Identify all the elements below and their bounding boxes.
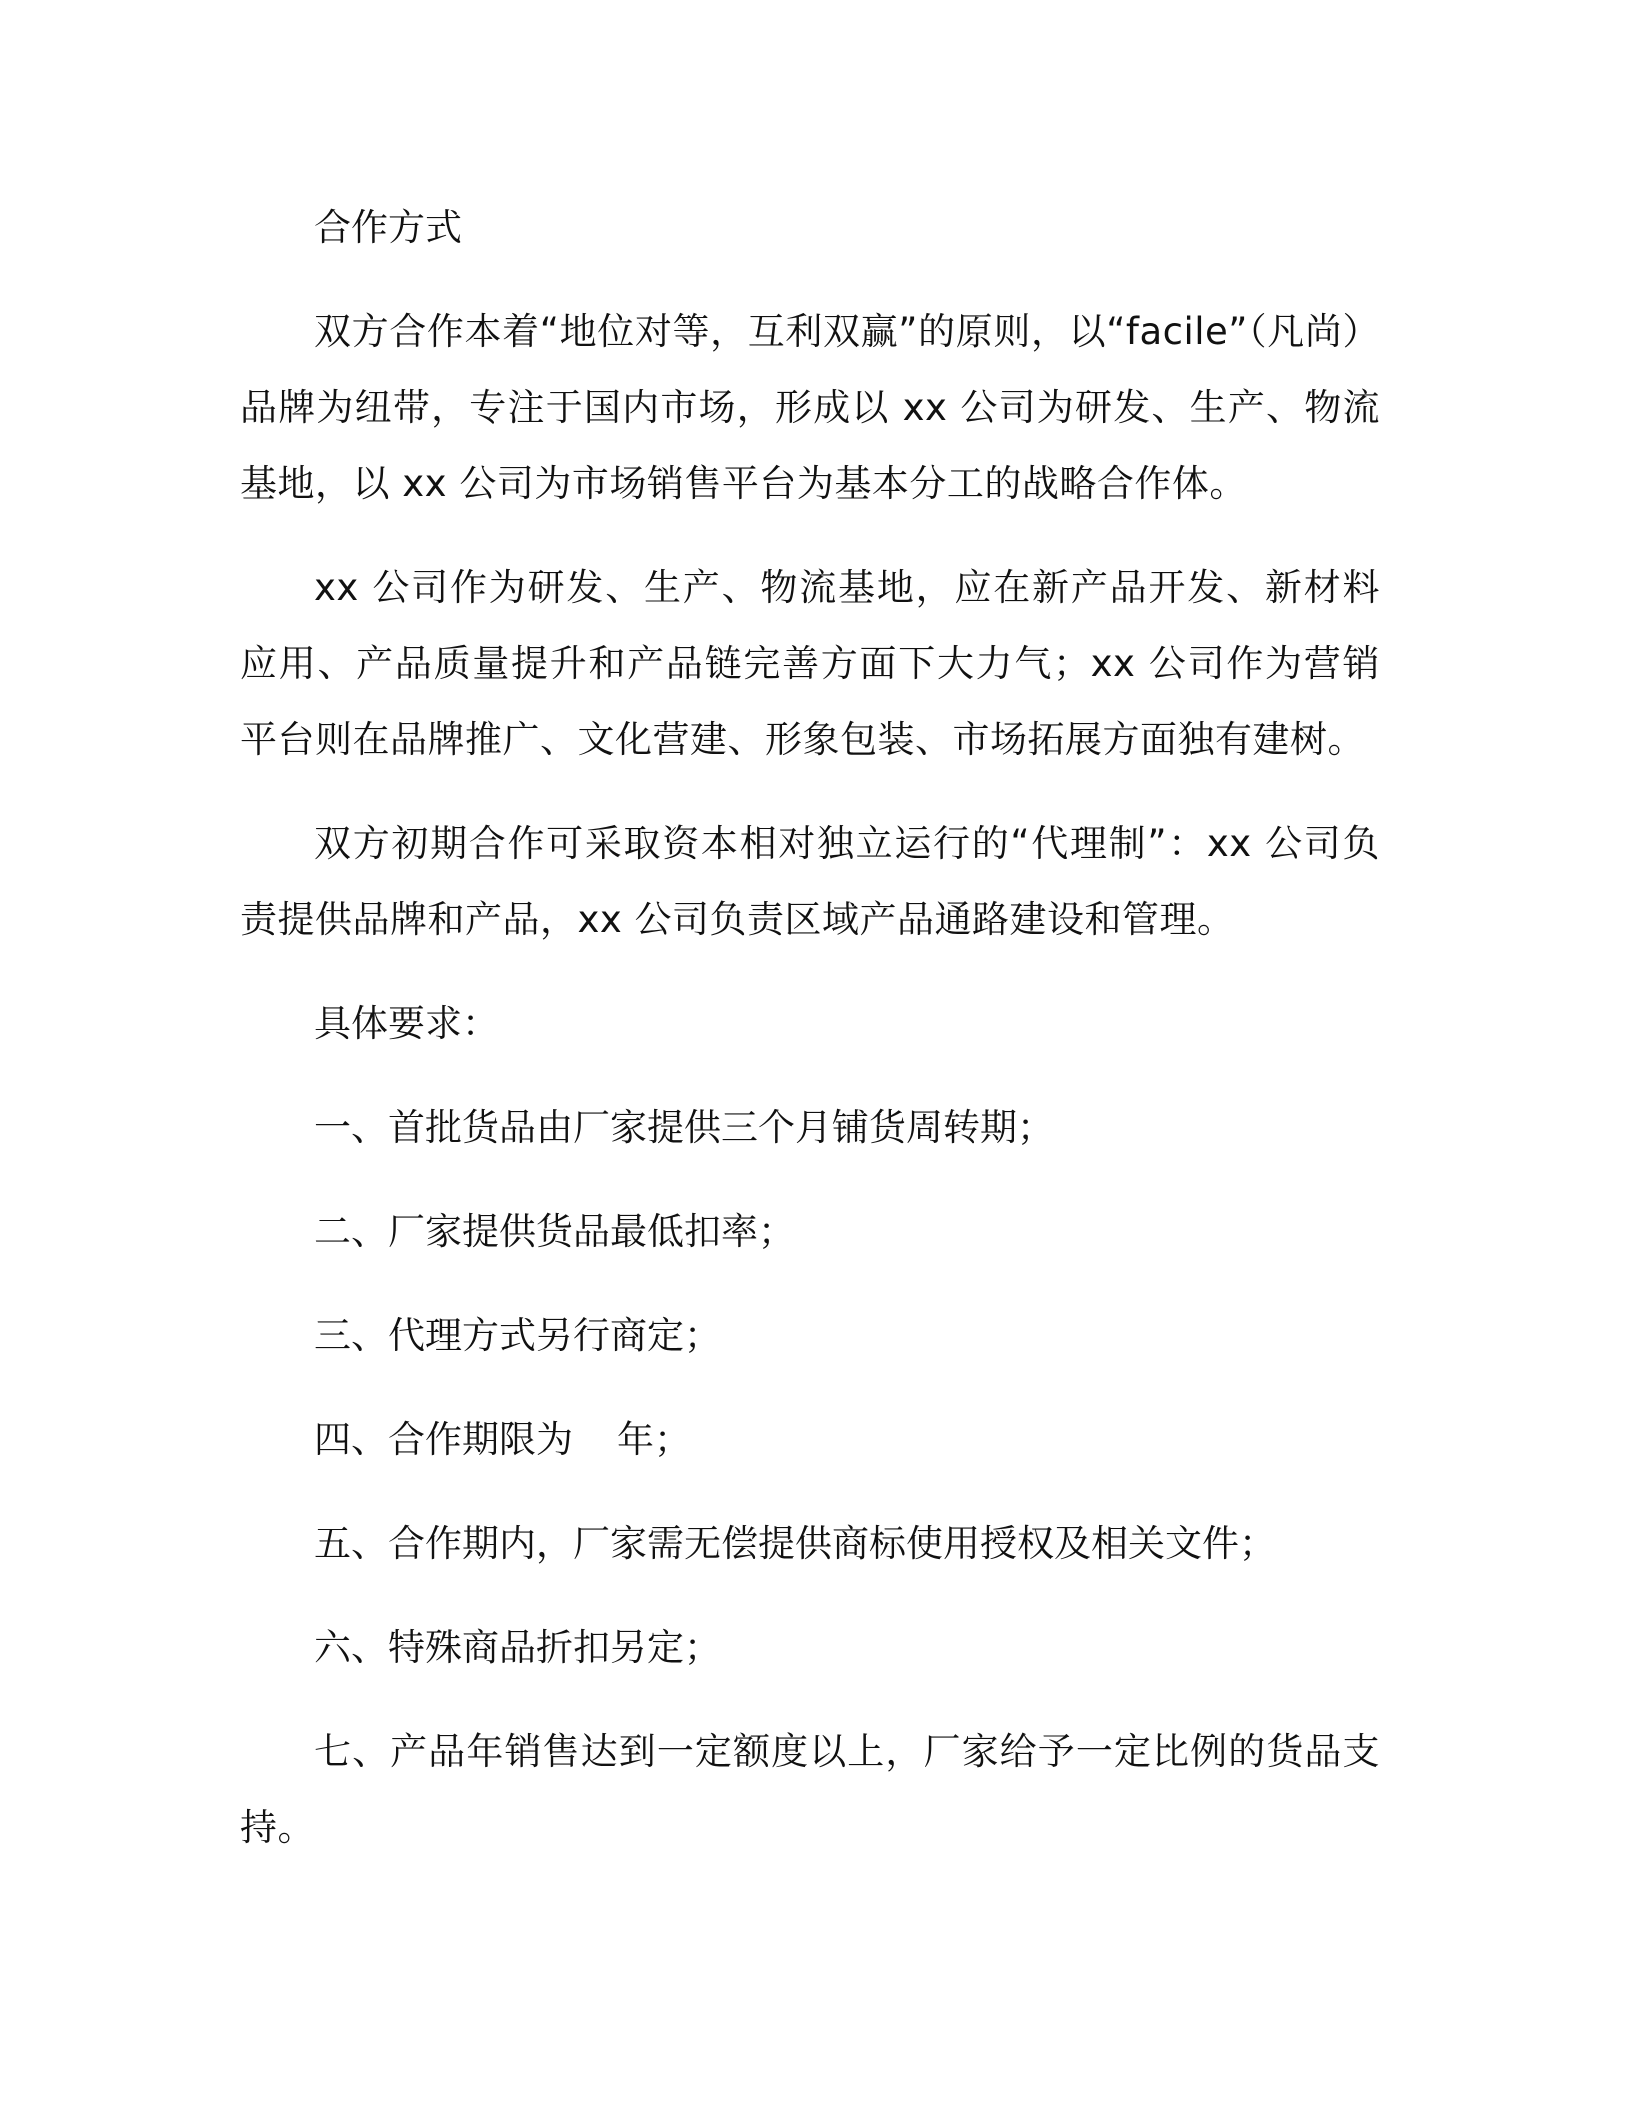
requirement-item-3: 三、代理方式另行商定；: [314, 1314, 721, 1357]
paragraph-cooperation-principle: 双方合作本着“地位对等，互利双赢”的原则，以“facile”（凡尚）品牌为纽带，专注于国内市场，形成以 xx 公司为研发、生产、物流基地，以 xx 公司为市场销售平台为基本分工的战略合作体。: [240, 310, 1380, 505]
requirement-item-5: 五、合作期内，厂家需无偿提供商标使用授权及相关文件；: [314, 1522, 1276, 1565]
paragraph-agency-system: 双方初期合作可采取资本相对独立运行的“代理制”：xx 公司负责提供品牌和产品，xx 公司负责区域产品通路建设和管理。: [240, 822, 1380, 941]
requirement-item-6: 六、特殊商品折扣另定；: [314, 1626, 721, 1669]
requirement-item-4: [240, 1402, 1380, 1478]
requirement-item-4-text: 四、合作期限为: [314, 1418, 573, 1461]
requirement-item-7: 七、产品年销售达到一定额度以上，厂家给予一定比例的货品支持。: [240, 1730, 1380, 1849]
requirement-item-2: 二、厂家提供货品最低扣率；: [314, 1210, 795, 1253]
requirement-item-4-suffix: 年；: [617, 1418, 691, 1461]
requirements-heading: 具体要求：: [314, 1002, 499, 1045]
section-heading: 合作方式: [314, 206, 462, 249]
document-body: [240, 190, 1380, 1894]
requirement-item-1: 一、首批货品由厂家提供三个月铺货周转期；: [314, 1106, 1054, 1149]
paragraph-division-of-labor: xx 公司作为研发、生产、物流基地，应在新产品开发、新材料应用、产品质量提升和产品链完善方面下大力气；xx 公司作为营销平台则在品牌推广、文化营建、形象包装、市场拓展方面独有建树。: [240, 566, 1380, 761]
